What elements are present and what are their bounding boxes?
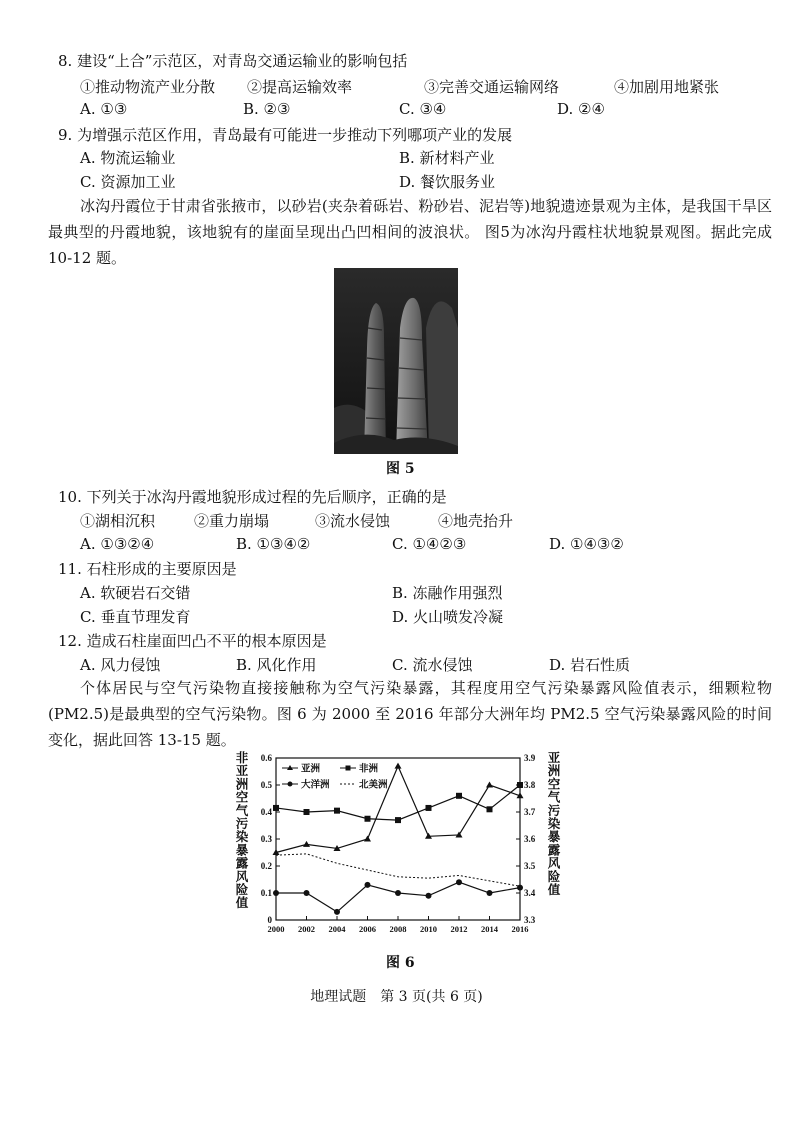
x-tick-label: 2004: [328, 924, 346, 934]
left-tick-label: 0.6: [260, 753, 272, 763]
left-tick-label: 0: [267, 915, 272, 925]
q9-option-b: B. 新材料产业: [399, 149, 495, 167]
data-point-circle: [456, 879, 462, 885]
data-point-triangle: [395, 763, 402, 769]
left-tick-label: 0.5: [260, 780, 272, 790]
q10-stem: 10. 下列关于冰沟丹霞地貌形成过程的先后顺序，正确的是: [58, 488, 447, 506]
q9-option-a: A. 物流运输业: [80, 149, 176, 167]
q11-option-d: D. 火山喷发冷凝: [392, 608, 504, 626]
legend-marker-circle: [288, 782, 293, 787]
q10-item-4: ④地壳抬升: [438, 512, 514, 530]
q10-item-2: ②重力崩塌: [194, 512, 270, 530]
left-tick-label: 0.1: [260, 888, 272, 898]
q8-item-2: ②提高运输效率: [247, 78, 353, 96]
figure-5-caption: 图 5: [386, 461, 415, 477]
data-point-square: [365, 816, 371, 822]
pm25-exposure-chart: [228, 746, 568, 946]
passage-pm25: 个体居民与空气污染物直接接触称为空气污染暴露，其程度用空气污染暴露风险值表示，细颗粒物(PM2.5)是最典型的空气污染物。图 6 为 2000 至 2016 年部分大洲年均 PM2.5 空气污染暴露风险的时间变化，据此回答 13-15 题。: [48, 679, 772, 749]
left-tick-label: 0.3: [260, 834, 272, 844]
data-point-circle: [426, 893, 432, 899]
q11-option-c: C. 垂直节理发育: [80, 608, 191, 626]
data-point-circle: [304, 890, 310, 896]
q10-option-b: B. ①③④②: [236, 535, 311, 553]
data-point-square: [456, 793, 462, 799]
x-tick-label: 2016: [511, 924, 529, 934]
figure-6-caption: 图 6: [386, 955, 415, 971]
data-point-triangle: [303, 841, 310, 847]
x-tick-label: 2006: [359, 924, 376, 934]
left-tick-label: 0.4: [260, 807, 272, 817]
q12-option-d: D. 岩石性质: [549, 656, 631, 674]
legend-label: 大洋洲: [301, 780, 330, 791]
q8-item-4: ④加剧用地紧张: [614, 78, 720, 96]
right-tick-label: 3.5: [524, 861, 536, 871]
q9-option-c: C. 资源加工业: [80, 173, 176, 191]
data-point-triangle: [364, 836, 371, 842]
y-axis-label-right: 亚洲空气污染暴露风险值: [547, 751, 561, 897]
legend-marker-square: [346, 766, 351, 771]
q8-stem: 8. 建设“上合”示范区，对青岛交通运输业的影响包括: [58, 52, 408, 70]
y-axis-label-left: 非亚洲空气污染暴露风险值: [235, 751, 249, 911]
right-tick-label: 3.7: [524, 807, 536, 817]
x-tick-label: 2002: [298, 924, 315, 934]
data-point-square: [487, 806, 493, 812]
q12-option-c: C. 流水侵蚀: [392, 656, 473, 674]
q8-option-d: D. ②④: [557, 100, 605, 118]
legend-label: 北美洲: [359, 780, 388, 791]
q10-option-c: C. ①④②③: [392, 535, 467, 553]
q12-option-a: A. 风力侵蚀: [80, 656, 161, 674]
chart-svg: [228, 746, 568, 946]
right-tick-label: 3.4: [524, 888, 536, 898]
q12-option-b: B. 风化作用: [236, 656, 317, 674]
x-tick-label: 2008: [389, 924, 407, 934]
data-point-circle: [487, 890, 493, 896]
x-tick-label: 2014: [481, 924, 498, 934]
data-point-circle: [395, 890, 401, 896]
q11-option-b: B. 冻融作用强烈: [392, 584, 503, 602]
data-point-square: [334, 808, 340, 814]
series-line-2: [276, 882, 520, 912]
data-point-square: [517, 782, 523, 788]
q11-option-a: A. 软硬岩石交错: [80, 584, 191, 602]
rock-pillar-illustration: [334, 268, 458, 454]
q10-item-3: ③流水侵蚀: [315, 512, 391, 530]
q11-stem: 11. 石柱形成的主要原因是: [58, 560, 237, 578]
data-point-square: [304, 809, 310, 815]
q8-item-1: ①推动物流产业分散: [80, 78, 216, 96]
x-tick-label: 2012: [450, 924, 468, 934]
q10-option-d: D. ①④③②: [549, 535, 624, 553]
legend-label: 非洲: [359, 764, 379, 775]
right-tick-label: 3.8: [524, 780, 536, 790]
q9-stem: 9. 为增强示范区作用，青岛最有可能进一步推动下列哪项产业的发展: [58, 126, 513, 144]
q10-item-1: ①湖相沉积: [80, 512, 156, 530]
data-point-square: [273, 805, 279, 811]
data-point-circle: [365, 882, 371, 888]
q8-option-b: B. ②③: [243, 100, 291, 118]
data-point-circle: [273, 890, 279, 896]
series-line-3: [276, 854, 520, 886]
q8-item-3: ③完善交通运输网络: [424, 78, 560, 96]
data-point-triangle: [486, 782, 493, 788]
danxia-pillar-photo: [334, 268, 458, 454]
x-tick-label: 2010: [420, 924, 437, 934]
page-footer: 地理试题 第 3 页(共 6 页): [310, 989, 483, 1005]
left-tick-label: 0.2: [260, 861, 272, 871]
q12-stem: 12. 造成石柱崖面凹凸不平的根本原因是: [58, 632, 327, 650]
legend-label: 亚洲: [301, 764, 321, 775]
data-point-circle: [334, 909, 340, 915]
right-tick-label: 3.6: [524, 834, 536, 844]
x-tick-label: 2000: [267, 924, 285, 934]
series-line-0: [276, 766, 520, 852]
q8-option-c: C. ③④: [399, 100, 447, 118]
data-point-square: [426, 805, 432, 811]
q10-option-a: A. ①③②④: [80, 535, 155, 553]
data-point-square: [395, 817, 401, 823]
right-tick-label: 3.3: [524, 915, 536, 925]
q8-option-a: A. ①③: [80, 100, 128, 118]
q9-option-d: D. 餐饮服务业: [399, 173, 496, 191]
data-point-triangle: [456, 831, 463, 837]
right-tick-label: 3.9: [524, 753, 536, 763]
passage-danxia: 冰沟丹霞位于甘肃省张掖市，以砂岩(夹杂着砾岩、粉砂岩、泥岩等)地貌遗迹景观为主体，是我国干旱区最典型的丹霞地貌，该地貌有的崖面呈现出凸凹相间的波浪状。 图5为冰沟丹霞柱状地貌景观图。据此完成 10-12 题。: [48, 197, 772, 267]
